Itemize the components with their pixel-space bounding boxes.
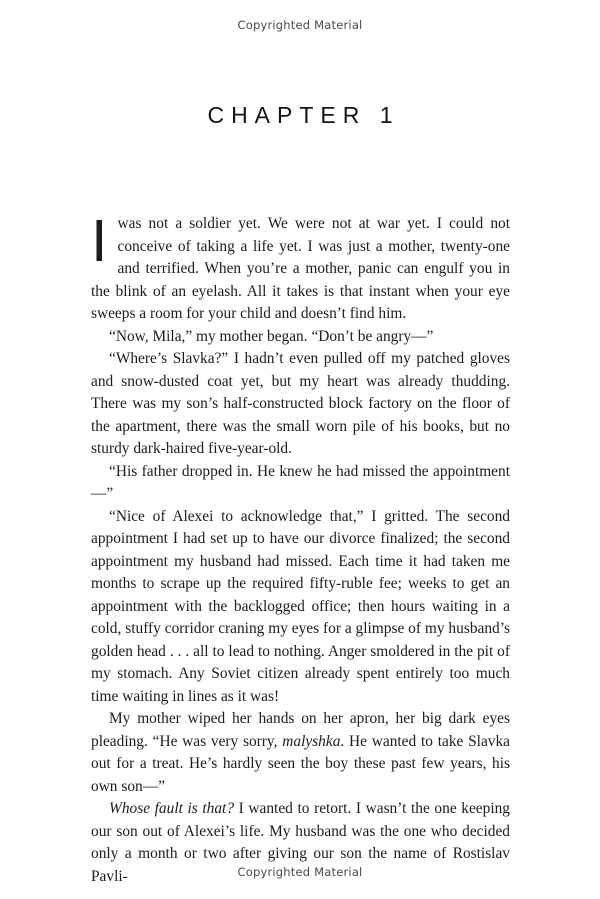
paragraph-text: was not a soldier yet. We were not at war yet. I could not conceive of taking a life yet. I was just a mother, twenty-one and terrified. When you’re a mother, panic can engulf you in the blink of an eyelash. All it takes is that instant when your eye sweeps a room for your child and doesn’t find him. — [91, 215, 510, 322]
copyright-notice-bottom: Copyrighted Material — [237, 865, 363, 879]
paragraph-text: “Now, Mila,” my mother began. “Don’t be angry—” — [109, 327, 434, 345]
italic-text: malyshka — [282, 732, 341, 750]
paragraph — [91, 506, 510, 709]
paragraph-text: “His father dropped in. He knew he had missed the appointment—” — [91, 462, 510, 502]
chapter-title: CHAPTER 1 — [207, 102, 400, 128]
paragraph — [91, 461, 510, 506]
paragraph — [91, 708, 510, 798]
drop-cap: I — [91, 210, 108, 275]
body-text — [91, 210, 511, 888]
paragraph — [91, 326, 510, 349]
copyright-notice-top: Copyrighted Material — [237, 18, 363, 32]
italic-text: Whose fault is that? — [109, 800, 235, 817]
paragraph-text: My mother wiped her hands on her apron, her big dark eyes pleading. “He was very sorry, — [91, 710, 510, 750]
paragraph — [91, 348, 510, 461]
paragraph-text: . He wanted to take Slavka out for a treat. He’s hardly seen the boy these past few years, his own son—” — [91, 732, 511, 795]
paragraph-text: “Where’s Slavka?” I hadn’t even pulled off my patched gloves and snow-dusted coat yet, but my heart was already thudding. There was my son’s half-constructed block factory on the floor of the apartment, there was the small worn pile of his books, but no sturdy dark-haired five-year-old. — [91, 350, 510, 457]
paragraph — [91, 210, 510, 326]
paragraph-text: I wanted to retort. I wasn’t the one keeping our son out of Alexei’s life. My husband was the one who decided only a month or two after giving our son the name of Rostislav Pavli- — [91, 800, 510, 885]
paragraph-text: “Nice of Alexei to acknowledge that,” I gritted. The second appointment I had set up to have our divorce finalized; the second appointment my husband had missed. Each time it had taken me months to scrape up the required fifty-ruble fee; weeks to get an appointment with the backlogged office; then hours waiting in a cold, stuffy corridor craning my eyes for a glimpse of my husband’s golden head . . . all to lead to nothing. Anger smoldered in the pit of my stomach. Any Soviet citizen already spent entirely too much time waiting in lines as it was! — [91, 507, 510, 705]
